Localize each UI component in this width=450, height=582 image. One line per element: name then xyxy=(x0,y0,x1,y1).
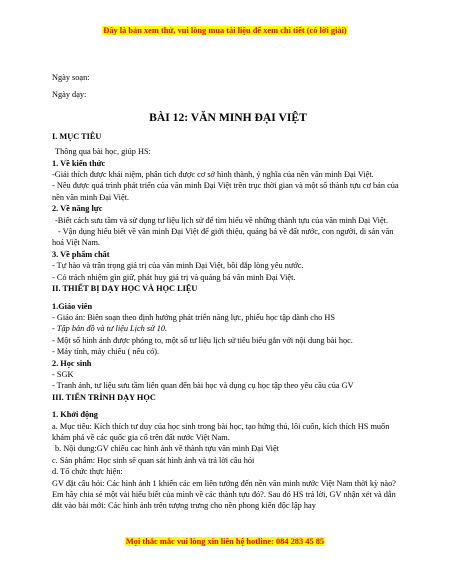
section-3-heading: III. TIẾN TRÌNH DẠY HỌC xyxy=(52,392,156,402)
student-item: - Tranh ảnh, tư liệu sưu tầm liên quan đến bài học và dụng cụ học tập theo yêu cầu của GV xyxy=(52,381,354,391)
section-2-heading: II. THIẾT BỊ DẠY HỌC VÀ HỌC LIỆU xyxy=(52,284,198,294)
teacher-item: - Một số hình ảnh được phóng to, một số tư liệu lịch sử tiêu biểu gắn với nội dung bài học. xyxy=(52,335,353,345)
student-heading: 2. Học sinh xyxy=(52,358,92,368)
quality-item: - Có trách nhiệm gìn giữ, phát huy giá trị và quảng bá văn minh Đại Việt. xyxy=(52,272,296,282)
knowledge-item: -Giải thích được khái niệm, phân tích được cơ sở hình thành, ý nghĩa của nền văn minh Đại Việt. xyxy=(52,170,374,180)
lesson-title: BÀI 12: VĂN MINH ĐẠI VIỆT xyxy=(149,110,307,124)
warmup-product: c. Sản phẩm: Học sinh sẽ quan sát hình ảnh và trả lời câu hỏi xyxy=(52,455,255,465)
hotline-banner xyxy=(0,537,450,546)
competence-item: -Biết cách sưu tầm và sử dụng tư liệu lịch sử để tìm hiểu về những thành tựu của văn minh Đại Việt. xyxy=(55,215,389,225)
student-item: - SGK xyxy=(52,369,74,379)
competence-heading: 2. Về năng lực xyxy=(52,204,103,214)
teacher-heading: 1.Giáo viên xyxy=(52,301,93,311)
teacher-item: - Máy tính, máy chiếu ( nếu có). xyxy=(52,347,160,357)
warmup-content: b. Nội dung:GV chiếu cac hình ảnh về thành tựu văn minh Đại Việt xyxy=(55,444,279,454)
hotline-banner-text: Mọi thắc mắc vui lòng xin liên hệ hotline: 084 283 45 85 xyxy=(125,537,325,546)
teacher-item: - Giáo án: Biên soạn theo định hướng phát triển năng lực, phiếu học tập dành cho HS xyxy=(52,312,335,322)
preview-banner-text: Đây là bản xem thử, vui lòng mua tài liệu để xem chi tiết (có lời giải) xyxy=(103,26,347,35)
quality-heading: 3. Về phẩm chất xyxy=(52,249,110,259)
section-1-heading: I. MỤC TIÊU xyxy=(52,131,102,141)
knowledge-heading: 1. Về kiến thức xyxy=(52,158,106,168)
knowledge-item: - Nêu được quá trình phát triển của văn minh Đại Việt trên trục thời gian và một số thành tựu cơ bản của nền văn minh Đại Việt. xyxy=(52,181,399,202)
competence-item: - Vận dụng hiểu biết về văn minh Đại Việt để giới thiệu, quảng bá về đất nước, con người, di sản văn hoá Việt Nam. xyxy=(52,227,394,248)
warmup-heading: 1. Khởi động xyxy=(52,410,98,420)
ngay-day: Ngày dạy: xyxy=(52,90,87,100)
section-1-intro: Thông qua bài học, giúp HS: xyxy=(55,147,151,157)
quality-item: - Tự hào và trân trọng giá trị của văn minh Đại Việt, bồi đắp lòng yêu nước. xyxy=(52,261,304,271)
preview-banner xyxy=(0,26,450,35)
teacher-item: - Tập bản đồ và tư liệu Lịch sử 10. xyxy=(52,324,168,334)
ngay-soan: Ngày soạn: xyxy=(52,73,90,82)
document-page xyxy=(52,68,404,512)
warmup-organization: d. Tổ chức thực hiện: xyxy=(52,467,123,477)
warmup-objective: a. Mục tiêu: Kích thích tư duy của học sinh trong bài học, tạo hứng thú, lôi cuốn, kích thích HS muốn khám phá về các quốc gia cổ trên đất nước Việt Nam. xyxy=(52,421,390,442)
warmup-question: GV đặt câu hỏi: Các hình ảnh 1 khiến các em liên tưởng đến nền văn minh nước Việt Nam thời kỳ nào? Em hãy chia sẻ một vài hiểu biết của mình về các thành tựu đó?. Sau đó HS trả lời, GV nhận xét và dẫn dắt vào bài mới: Các hình ảnh trên tượng trưng cho nền phong kiến độc lập hay xyxy=(52,478,396,511)
